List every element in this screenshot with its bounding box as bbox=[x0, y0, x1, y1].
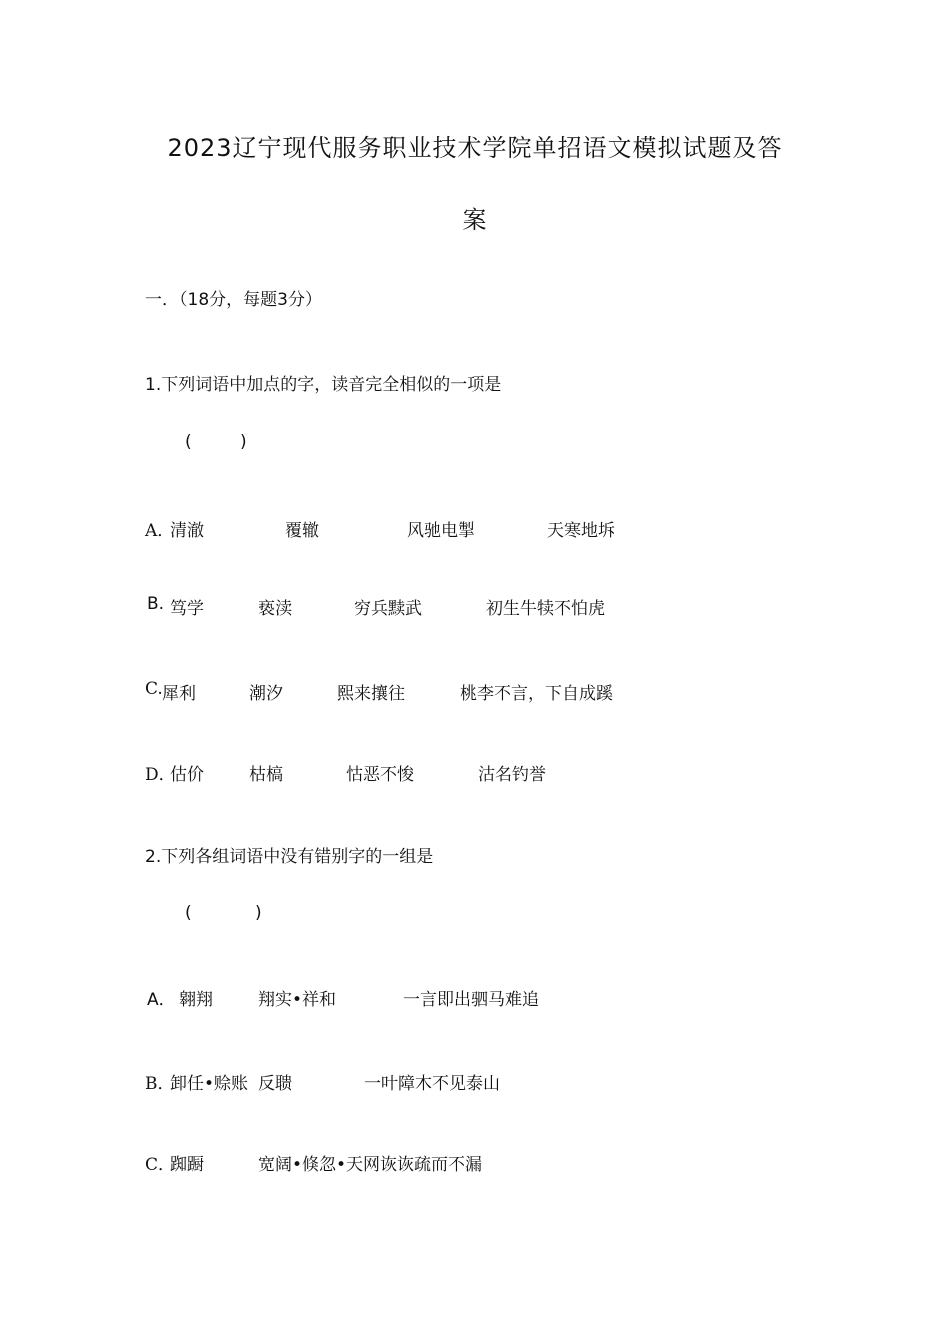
q1-option-d-item-2: 枯槁 bbox=[249, 765, 283, 785]
q2-option-c-item-2: 宽阔•倏忽•天网诙诙疏而不漏 bbox=[258, 1155, 483, 1175]
q1-option-b-item-2: 亵渎 bbox=[258, 599, 292, 619]
q1-option-a-item-3: 风驰电掣 bbox=[407, 521, 475, 541]
q2-option-c-label: C． bbox=[145, 1155, 176, 1175]
q1-option-c-item-2: 潮汐 bbox=[249, 684, 283, 704]
q1-option-a-item-1: 清澈 bbox=[170, 521, 204, 541]
q2-option-a-item-1: 翱翔 bbox=[179, 990, 213, 1010]
section-header: 一．（18分，每题3分） bbox=[145, 290, 322, 310]
q1-option-a-item-2: 覆辙 bbox=[285, 521, 319, 541]
q1-option-c-item-3: 熙来攘往 bbox=[337, 684, 405, 704]
q1-option-d-item-4: 沽名钓誉 bbox=[478, 765, 546, 785]
q1-option-d-item-1: 估价 bbox=[170, 765, 204, 785]
question-1-paren-close: ) bbox=[240, 432, 247, 452]
q2-option-a-item-3: 一言即出驷马难追 bbox=[403, 990, 539, 1010]
document-title-line-2: 案 bbox=[462, 206, 488, 234]
q1-option-c-label: C. bbox=[145, 679, 163, 699]
question-2-paren-open: ( bbox=[185, 903, 192, 923]
q1-option-b-label: B. bbox=[147, 594, 165, 614]
q2-option-b-item-2: 反聩 bbox=[258, 1074, 292, 1094]
q2-option-c-item-1: 踟蹰 bbox=[170, 1155, 204, 1175]
document-title-line-1: 2023辽宁现代服务职业技术学院单招语文模拟试题及答 bbox=[167, 134, 783, 162]
q1-option-b-item-3: 穷兵黩武 bbox=[354, 599, 422, 619]
q2-option-a-item-2: 翔实•祥和 bbox=[258, 990, 337, 1010]
q2-option-b-item-1: 卸任•赊账 bbox=[170, 1074, 249, 1094]
q2-option-b-label: B． bbox=[145, 1074, 175, 1094]
q2-option-a-label: A． bbox=[147, 990, 176, 1010]
q1-option-c-item-4: 桃李不言，下自成蹊 bbox=[460, 684, 613, 704]
q1-option-d-item-3: 怙恶不悛 bbox=[346, 765, 414, 785]
q1-option-a-label: A． bbox=[145, 521, 175, 541]
question-1-stem: 1.下列词语中加点的字，读音完全相似的一项是 bbox=[145, 375, 502, 395]
q2-option-b-item-3: 一叶障木不见泰山 bbox=[364, 1074, 500, 1094]
q1-option-b-item-4: 初生牛犊不怕虎 bbox=[486, 599, 605, 619]
question-2-paren-close: ) bbox=[255, 903, 262, 923]
q1-option-b-item-1: 笃学 bbox=[170, 599, 204, 619]
q1-option-a-item-4: 天寒地坼 bbox=[547, 521, 615, 541]
question-2-stem: 2.下列各组词语中没有错别字的一组是 bbox=[145, 847, 434, 867]
q1-option-d-label: D． bbox=[145, 765, 176, 785]
question-1-paren-open: ( bbox=[185, 432, 192, 452]
q1-option-c-item-1: 犀利 bbox=[162, 684, 196, 704]
